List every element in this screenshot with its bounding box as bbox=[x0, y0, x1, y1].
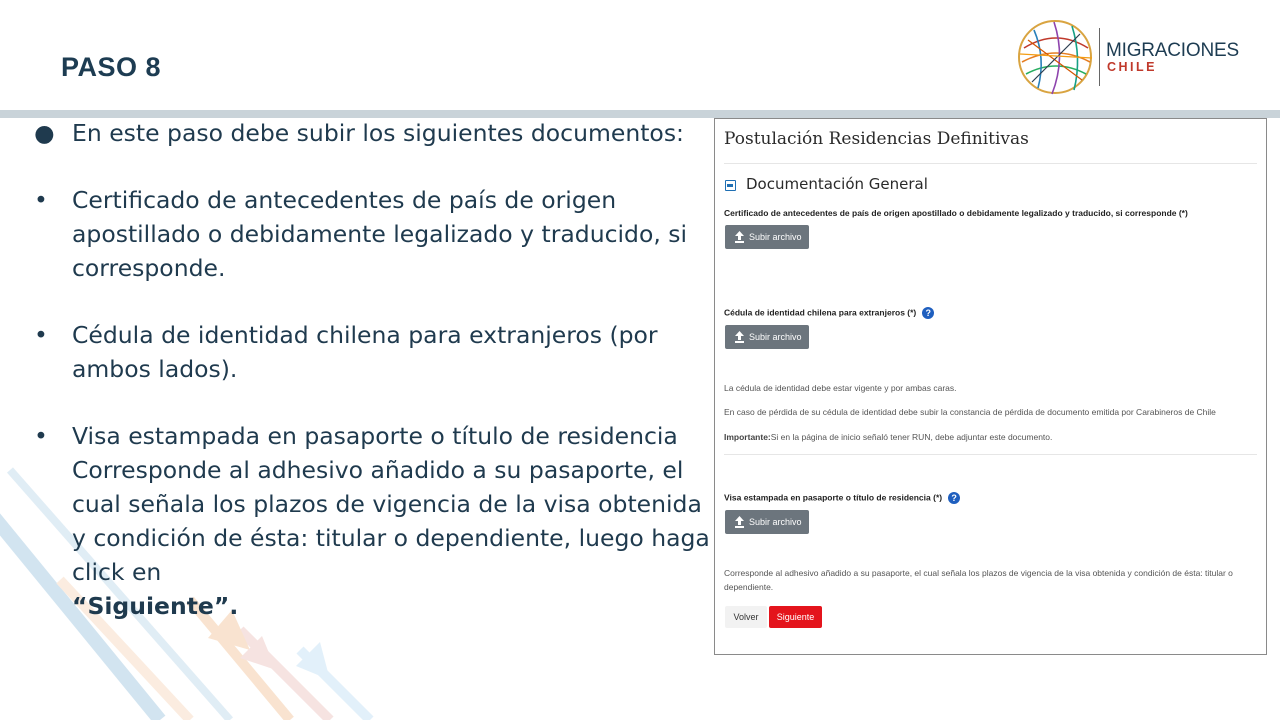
next-button[interactable]: Siguiente bbox=[769, 606, 822, 628]
folder-icon bbox=[725, 180, 736, 191]
migraciones-logo bbox=[1016, 18, 1256, 98]
logo-text-migraciones: MIGRACIONES bbox=[1106, 40, 1239, 61]
item-visa: Visa estampada en pasaporte o título de residencia Corresponde al adhesivo añadido a su pasaporte, el cual señala los plazos de vigencia de la visa obtenida y condición de ésta: titular o dependiente, luego haga click en bbox=[72, 422, 710, 586]
note-cedula-vigente: La cédula de identidad debe estar vigente y por ambas caras. bbox=[724, 383, 957, 393]
item-siguiente-emphasis: “Siguiente”. bbox=[72, 592, 239, 620]
upload-certificado-button[interactable] bbox=[725, 225, 809, 249]
list-item bbox=[34, 419, 714, 623]
instructions-list bbox=[34, 116, 714, 623]
field-label-certificado: Certificado de antecedentes de país de origen apostillado o debidamente legalizado y traducido, si corresponde (*) bbox=[724, 208, 1188, 218]
field-label-visa-text: Visa estampada en pasaporte o título de residencia (*) bbox=[724, 492, 943, 503]
upload-button-label: Subir archivo bbox=[749, 232, 802, 242]
upload-cedula-button[interactable] bbox=[725, 325, 809, 349]
bullet-icon: ● bbox=[34, 119, 55, 147]
bullet-icon: • bbox=[34, 422, 48, 450]
slide-title: PASO 8 bbox=[61, 52, 162, 82]
form-divider bbox=[724, 454, 1257, 455]
logo-divider bbox=[1099, 28, 1100, 86]
note-cedula-perdida: En caso de pérdida de su cédula de identidad debe subir la constancia de pérdida de documento emitida por Carabineros de Chile bbox=[724, 407, 1216, 417]
help-icon[interactable]: ? bbox=[922, 307, 934, 319]
upload-icon bbox=[734, 516, 745, 528]
field-label-visa bbox=[724, 492, 960, 504]
note-visa: Corresponde al adhesivo añadido a su pasaporte, el cual señala los plazos de vigencia de la visa obtenida y condición de ésta: titular o dependiente. bbox=[724, 568, 1233, 592]
upload-button-label: Subir archivo bbox=[749, 332, 802, 342]
globe-logo-icon bbox=[1016, 18, 1096, 98]
list-item bbox=[34, 183, 714, 285]
form-divider bbox=[724, 163, 1257, 164]
item-cedula: Cédula de identidad chilena para extranjeros (por ambos lados). bbox=[72, 321, 658, 383]
field-label-cedula-text: Cédula de identidad chilena para extranjeros (*) bbox=[724, 307, 917, 318]
section-title: Documentación General bbox=[746, 175, 928, 193]
back-button[interactable]: Volver bbox=[725, 606, 767, 628]
item-certificado: Certificado de antecedentes de país de origen apostillado o debidamente legalizado y traducido, si corresponde. bbox=[72, 186, 688, 282]
intro-item bbox=[34, 116, 714, 150]
note-importante-text: Si en la página de inicio señaló tener RUN, debe adjuntar este documento. bbox=[770, 432, 1053, 442]
bullet-icon: • bbox=[34, 186, 48, 214]
field-label-cedula bbox=[724, 307, 934, 319]
help-icon[interactable]: ? bbox=[948, 492, 960, 504]
note-importante bbox=[724, 432, 1052, 442]
note-importante-label: Importante: bbox=[724, 432, 771, 442]
list-item bbox=[34, 318, 714, 386]
upload-button-label: Subir archivo bbox=[749, 517, 802, 527]
bullet-icon: • bbox=[34, 321, 48, 349]
form-title: Postulación Residencias Definitivas bbox=[724, 129, 1029, 149]
form-panel bbox=[714, 118, 1267, 655]
logo-text-chile: CHILE bbox=[1107, 60, 1157, 74]
upload-icon bbox=[734, 331, 745, 343]
upload-icon bbox=[734, 231, 745, 243]
upload-visa-button[interactable] bbox=[725, 510, 809, 534]
intro-text: En este paso debe subir los siguientes documentos: bbox=[72, 119, 684, 147]
